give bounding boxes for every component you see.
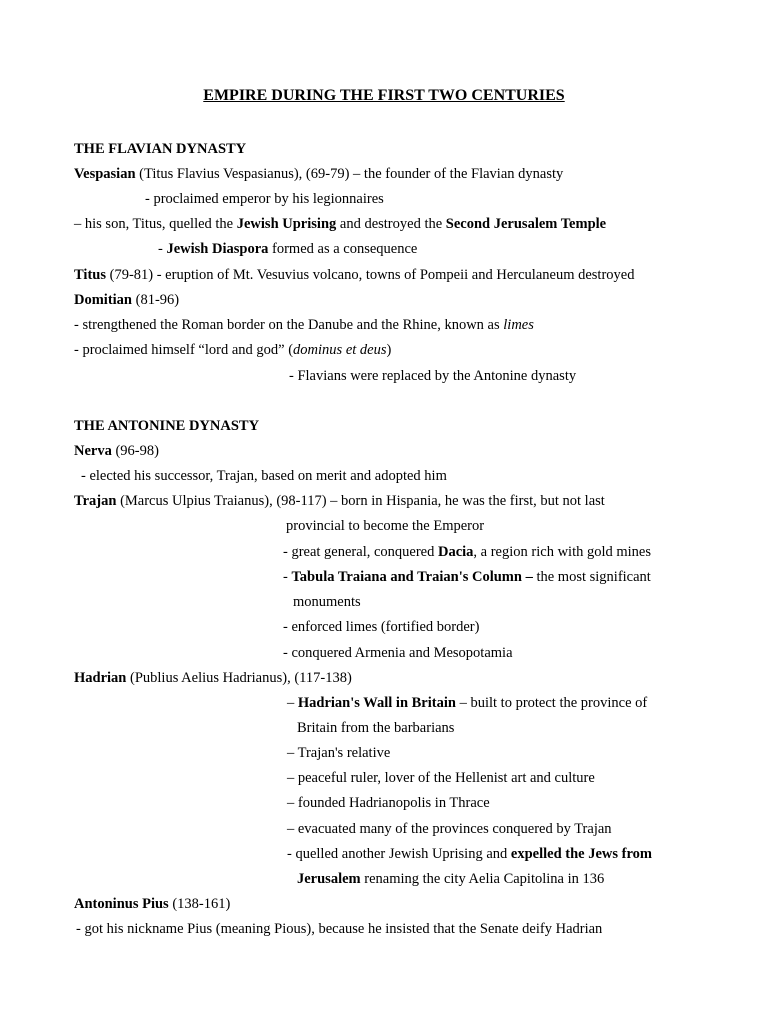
text-line <box>74 215 606 233</box>
text-span: (79-81) - eruption of Mt. Vesuvius volcano, towns of Pompeii and Herculaneum destroyed <box>105 267 635 283</box>
bold-term: expelled the Jews from <box>510 846 652 862</box>
text-line <box>297 719 454 737</box>
text-span: - strengthened the Roman border on the Danube and the Rhine, known as <box>74 317 504 333</box>
text-span: , a region rich with gold mines <box>473 544 652 560</box>
text-span: – <box>287 695 298 711</box>
text-span: - proclaimed emperor by his legionnaires <box>145 191 384 207</box>
text-span: – evacuated many of the provinces conquered by Trajan <box>287 821 612 837</box>
text-line <box>74 266 634 284</box>
text-span: (81-96) <box>132 292 180 308</box>
text-span: – his son, Titus, quelled the <box>74 216 237 232</box>
text-span: Britain from the barbarians <box>297 720 455 736</box>
text-line <box>287 694 647 712</box>
text-span: and destroyed the <box>336 216 446 232</box>
text-line <box>74 669 352 687</box>
bold-term: Tabula Traiana and Traian's Column – <box>291 569 533 585</box>
text-span: the most significant <box>532 569 651 585</box>
page-title: EMPIRE DURING THE FIRST TWO CENTURIES <box>203 87 565 104</box>
bold-term: Jewish Diaspora <box>166 241 269 257</box>
text-span: - enforced limes (fortified border) <box>283 619 480 635</box>
emperor-name: Vespasian <box>74 166 136 182</box>
text-line <box>293 593 361 611</box>
text-span: - <box>158 241 167 257</box>
text-line <box>283 618 479 636</box>
text-line <box>286 517 484 535</box>
text-line <box>287 845 652 863</box>
text-span: – founded Hadrianopolis in Thrace <box>287 795 490 811</box>
text-line <box>297 870 604 888</box>
text-span: renaming the city Aelia Capitolina in 136 <box>360 871 605 887</box>
text-span: (Publius Aelius Hadrianus), (117-138) <box>126 670 352 686</box>
text-span: ) <box>386 342 392 358</box>
text-line <box>158 240 417 258</box>
text-line <box>74 442 159 460</box>
text-line <box>283 644 513 662</box>
text-span: (Marcus Ulpius Traianus), (98-117) – born in Hispania, he was the first, but not last <box>116 493 605 509</box>
text-span: - <box>283 569 292 585</box>
text-span: - got his nickname Pius (meaning Pious), because he insisted that the Senate deify Hadrian <box>76 921 603 937</box>
text-line <box>74 341 391 359</box>
text-line <box>81 467 447 485</box>
italic-term: dominus et deus <box>293 342 387 358</box>
text-span: – Trajan's relative <box>287 745 391 761</box>
italic-term: limes <box>503 317 534 333</box>
text-span: formed as a consequence <box>268 241 418 257</box>
text-line <box>283 568 651 586</box>
text-span: – peaceful ruler, lover of the Hellenist art and culture <box>287 770 595 786</box>
emperor-name: Antoninus Pius <box>74 896 169 912</box>
text-line <box>289 367 576 385</box>
text-span: - quelled another Jewish Uprising and <box>287 846 511 862</box>
emperor-name: Domitian <box>74 292 132 308</box>
text-span: - great general, conquered <box>283 544 438 560</box>
text-line <box>76 920 602 938</box>
text-line <box>287 794 490 812</box>
text-line <box>287 820 612 838</box>
text-line <box>287 769 595 787</box>
text-line <box>283 543 651 561</box>
bold-term: Jerusalem <box>297 871 361 887</box>
text-line <box>74 316 534 334</box>
bold-term: Dacia <box>437 544 474 560</box>
bold-term: Second Jerusalem Temple <box>445 216 607 232</box>
emperor-name: Trajan <box>74 493 117 509</box>
text-span: (96-98) <box>111 443 159 459</box>
text-line <box>74 895 230 913</box>
text-line <box>74 291 179 309</box>
text-span: (138-161) <box>168 896 231 912</box>
text-line <box>287 744 390 762</box>
emperor-name: Hadrian <box>74 670 127 686</box>
text-line <box>74 165 563 183</box>
text-span: provincial to become the Emperor <box>286 518 485 534</box>
text-span: - elected his successor, Trajan, based on merit and adopted him <box>81 468 447 484</box>
bold-term: Jewish Uprising <box>236 216 337 232</box>
text-span: - Flavians were replaced by the Antonine dynasty <box>289 368 577 384</box>
text-span: (Titus Flavius Vespasianus), (69-79) – the founder of the Flavian dynasty <box>135 166 564 182</box>
text-line <box>145 190 384 208</box>
section-heading-flavian: THE FLAVIAN DYNASTY <box>74 141 247 157</box>
section-heading-antonine: THE ANTONINE DYNASTY <box>74 418 260 434</box>
emperor-name: Titus <box>74 267 106 283</box>
emperor-name: Nerva <box>74 443 112 459</box>
text-span: – built to protect the province of <box>455 695 648 711</box>
text-line <box>74 492 605 510</box>
bold-term: Hadrian's Wall in Britain <box>297 695 456 711</box>
text-span: - proclaimed himself “lord and god” ( <box>74 342 294 358</box>
text-span: monuments <box>293 594 361 610</box>
text-span: - conquered Armenia and Mesopotamia <box>283 645 513 661</box>
